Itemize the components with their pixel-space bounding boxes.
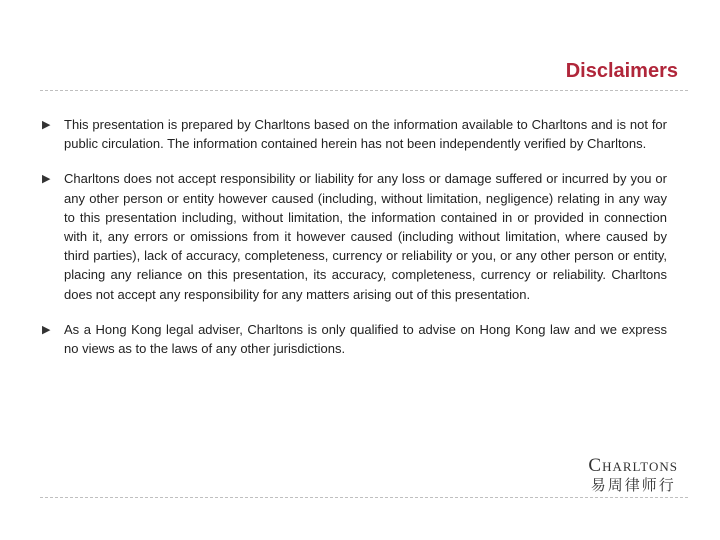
logo-name: Charltons — [588, 455, 678, 476]
page-title: Disclaimers — [565, 60, 678, 82]
list-item — [42, 169, 667, 303]
list-item — [42, 115, 667, 153]
bottom-divider — [40, 497, 688, 498]
top-divider — [40, 90, 688, 91]
charltons-logo — [588, 456, 678, 496]
disclaimer-text: Charltons does not accept responsibility or liability for any loss or damage suffered or incurred by you or any other person or entity however caused (including, without limitation, negligence) relating in any way to this presentation including, without limitation, the information contained in or provided in connection with it, any errors or omissions from it however caused (including without limitation, where caused by third parties), lack of accuracy, completeness, currency or reliability or you, or any other person or entity, placing any reliance on this presentation, its accuracy, completeness, currency or reliability. Charltons does not accept any responsibility for any matters arising out of this presentation. — [64, 171, 667, 302]
disclaimer-list — [42, 115, 667, 374]
triangle-right-icon: ▶ — [42, 119, 51, 131]
disclaimer-text: This presentation is prepared by Charltons based on the information available to Charltons and is not for public circulation. The information contained herein has not been independently verified by Charltons. — [64, 117, 667, 152]
disclaimer-text: As a Hong Kong legal adviser, Charltons is only qualified to advise on Hong Kong law and we express no views as to the laws of any other jurisdictions. — [64, 321, 667, 357]
logo-chinese-name: 易周律师行 — [590, 477, 676, 494]
triangle-right-icon: ▶ — [42, 173, 51, 186]
triangle-right-icon: ▶ — [42, 323, 51, 336]
list-item — [42, 320, 667, 358]
